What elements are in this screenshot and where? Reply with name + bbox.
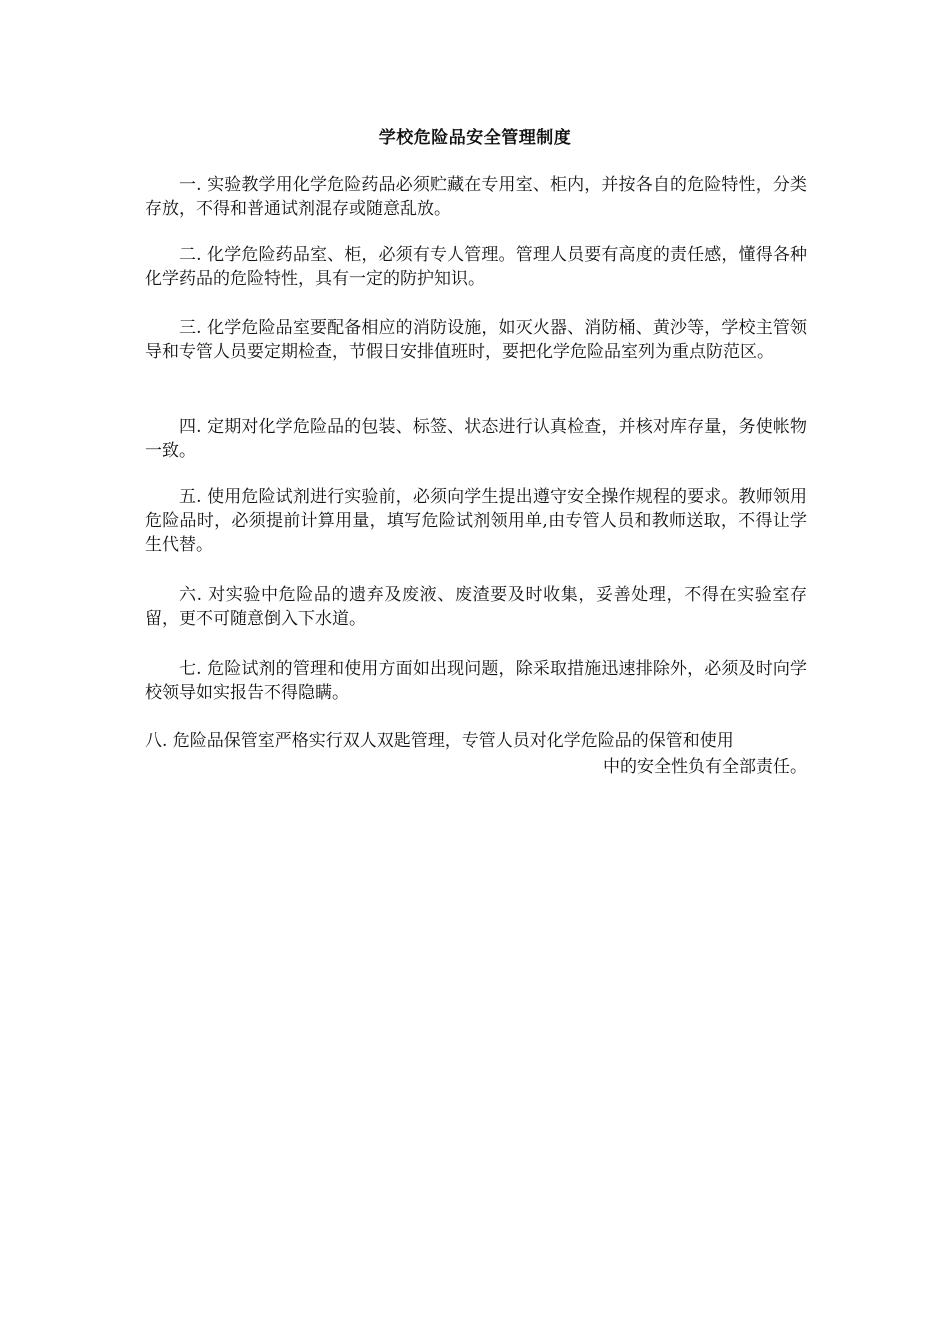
paragraph-3: 三. 化学危险品室要配备相应的消防设施，如灭火器、消防桶、黄沙等，学校主管领导和专管人员要定期检查，节假日安排值班时，要把化学危险品室列为重点防范区。 xyxy=(145,318,807,362)
paragraph-8-line-1: 八. 危险品保管室严格实行双人双匙管理，专管人员对化学危险品的保管和使用 xyxy=(145,731,734,751)
paragraph-2: 二. 化学危险药品室、柜，必须有专人管理。管理人员要有高度的责任感，懂得各种化学药品的危险特性，具有一定的防护知识。 xyxy=(145,245,807,289)
paragraph-8-line-2: 中的安全性负有全部责任。 xyxy=(603,757,807,777)
paragraph-1: 一. 实验教学用化学危险药品必须贮藏在专用室、柜内，并按各自的危险特性，分类存放，不得和普通试剂混存或随意乱放。 xyxy=(145,175,807,219)
paragraph-4: 四. 定期对化学危险品的包装、标签、状态进行认真检查，并核对库存量，务使帐物一致。 xyxy=(145,417,807,461)
paragraph-6: 六. 对实验中危险品的遗弃及废液、废渣要及时收集，妥善处理，不得在实验室存留，更不可随意倒入下水道。 xyxy=(145,585,807,629)
paragraph-7: 七. 危险试剂的管理和使用方面如出现问题，除采取措施迅速排除外，必须及时向学校领导如实报告不得隐瞒。 xyxy=(145,659,807,703)
paragraph-5: 五. 使用危险试剂进行实验前，必须向学生提出遵守安全操作规程的要求。教师领用危险品时，必须提前计算用量，填写危险试剂领用单,由专管人员和教师送取，不得让学生代替。 xyxy=(145,487,807,555)
document-title: 学校危险品安全管理制度 xyxy=(378,128,572,148)
